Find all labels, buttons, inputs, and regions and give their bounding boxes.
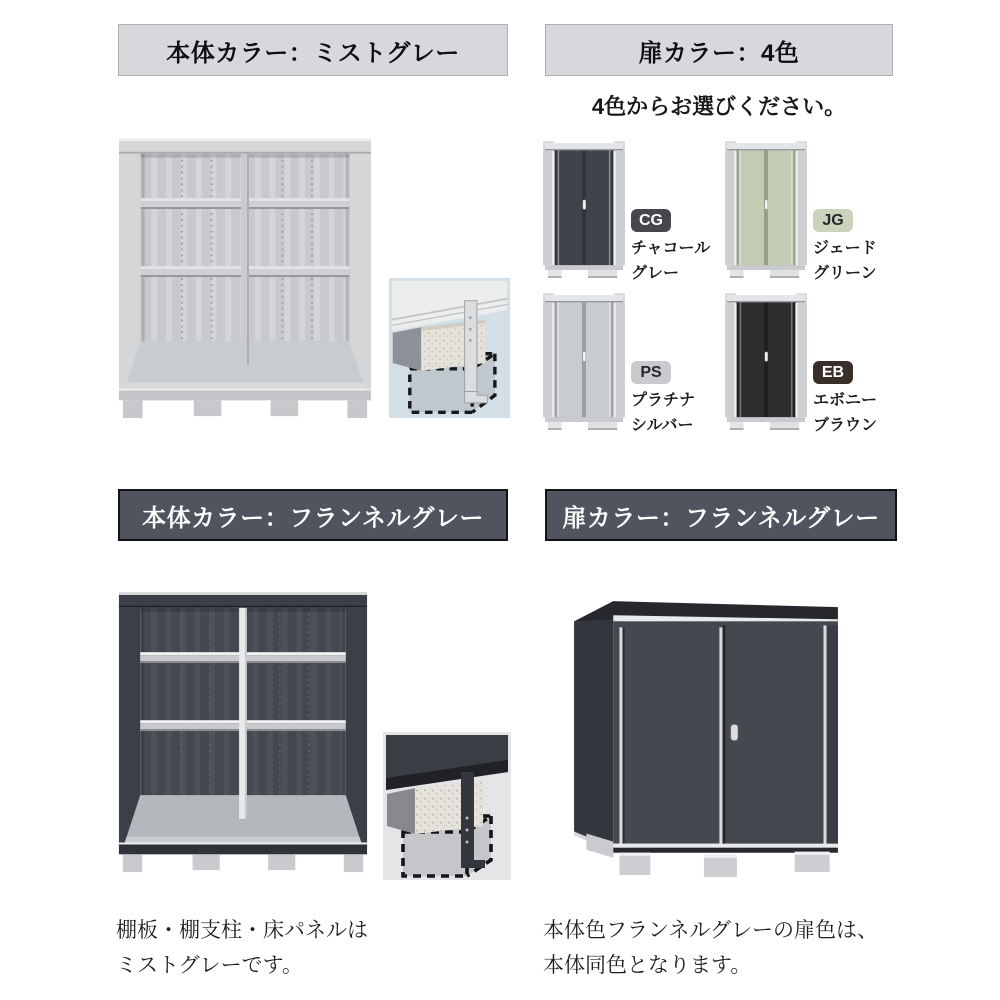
door-color-option-cg xyxy=(543,139,723,291)
jg-cabinet-image xyxy=(725,139,807,278)
cg-color-name: チャコール グレー xyxy=(631,240,711,282)
flannel-door-caption: 本体色フランネルグレーの扉色は、 本体同色となります。 xyxy=(543,919,878,977)
cg-cabinet-image xyxy=(543,139,625,278)
door-color-option-eb xyxy=(725,291,905,443)
floor-panel-anchor-detail-mist xyxy=(389,278,510,418)
ps-color-name: プラチナ シルバー xyxy=(631,392,696,434)
door-color-header: 扉カラー：4色 xyxy=(545,24,893,76)
flannel-body-caption: 棚板・棚支柱・床パネルは ミストグレーです。 xyxy=(116,919,368,977)
door-color-option-jg xyxy=(725,139,905,291)
ps-code-badge: PS xyxy=(631,361,671,384)
flannel-gray-closed-shed-image xyxy=(572,591,840,879)
cg-code-badge: CG xyxy=(631,209,671,232)
floor-panel-anchor-detail-flannel xyxy=(383,732,511,880)
flannel-gray-open-shed-image xyxy=(117,592,369,878)
eb-code-badge: EB xyxy=(813,361,853,384)
door-color-subtitle: 4色からお選びください。 xyxy=(591,94,847,119)
eb-color-name: エボニー ブラウン xyxy=(813,392,878,434)
jg-color-name: ジェード グリーン xyxy=(813,240,877,282)
body-color-flannel-header: 本体カラー：フランネルグレー xyxy=(118,489,508,541)
mist-gray-open-shed-image xyxy=(117,138,373,424)
ps-cabinet-image xyxy=(543,291,625,430)
door-color-option-ps xyxy=(543,291,723,443)
jg-code-badge: JG xyxy=(813,209,853,232)
body-color-mist-header: 本体カラー：ミストグレー xyxy=(118,24,508,76)
door-color-flannel-header: 扉カラー：フランネルグレー xyxy=(545,489,897,541)
eb-cabinet-image xyxy=(725,291,807,430)
